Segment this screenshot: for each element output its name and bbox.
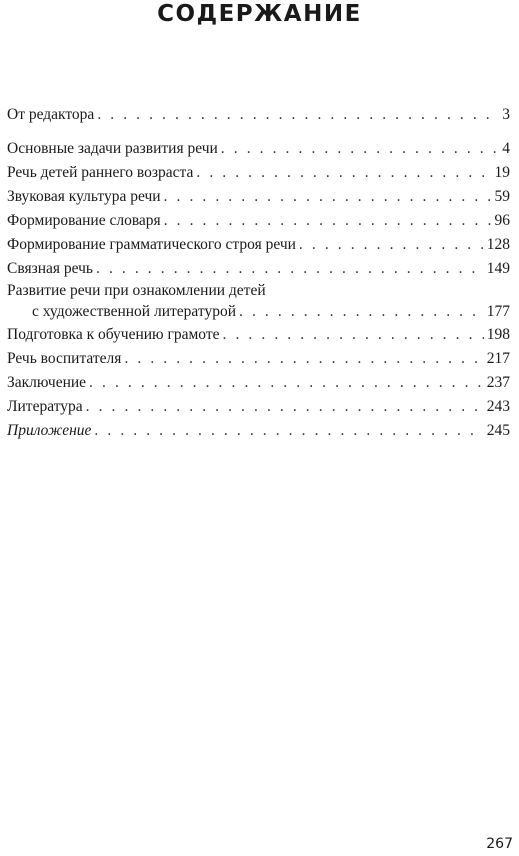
toc-entry-title: Звуковая культура речи	[7, 188, 161, 205]
toc-entry-title: Литература	[7, 398, 83, 415]
toc-entry-title: Основные задачи развития речи	[7, 140, 218, 157]
toc-leader-dots	[299, 233, 484, 257]
toc-leader-dots	[89, 371, 484, 395]
toc-entry-title: Подготовка к обучению грамоте	[7, 326, 220, 343]
toc-leader-dots	[221, 137, 497, 161]
toc-entry-title: Речь воспитателя	[7, 350, 122, 367]
toc-leader-dots	[164, 185, 492, 209]
toc-leader-dots	[124, 347, 483, 371]
toc-entry-editor-note[interactable]	[7, 103, 510, 127]
toc-leader-dots	[196, 161, 491, 185]
toc-entry-page: 3	[502, 106, 510, 123]
toc-entry-title: Приложение	[7, 422, 92, 439]
page-number: 267	[486, 836, 513, 852]
toc-entry-title-line1: Развитие речи при ознакомлении детей	[7, 282, 266, 299]
toc-entry-title: Связная речь	[7, 260, 93, 277]
toc-entry-page: 217	[486, 350, 510, 367]
toc-entry-title: Формирование грамматического строя речи	[7, 236, 296, 253]
page-title: СОДЕРЖАНИЕ	[157, 1, 362, 27]
toc-entry-main-tasks[interactable]	[7, 137, 510, 161]
toc-leader-dots	[164, 209, 492, 233]
toc-leader-dots	[223, 323, 484, 347]
toc-entry-title: Заключение	[7, 374, 87, 391]
toc-entry-title-line2-row	[7, 301, 510, 323]
toc-entry-title: Формирование словаря	[7, 212, 161, 229]
table-of-contents	[7, 103, 510, 443]
toc-entry-page: 4	[502, 140, 510, 157]
toc-entry-literacy-prep[interactable]	[7, 323, 510, 347]
toc-leader-dots	[96, 257, 484, 281]
toc-entry-sound-culture[interactable]	[7, 185, 510, 209]
toc-entry-page: 198	[486, 326, 510, 343]
toc-entry-grammar[interactable]	[7, 233, 510, 257]
toc-leader-dots	[86, 395, 484, 419]
toc-entry-page: 177	[486, 303, 510, 320]
toc-entry-page: 237	[486, 374, 510, 391]
toc-entry-page: 245	[486, 422, 510, 439]
toc-entry-conclusion[interactable]	[7, 371, 510, 395]
toc-entry-appendix[interactable]	[7, 419, 510, 443]
toc-entry-page: 19	[494, 164, 510, 181]
toc-entry-title-line2: с художественной литературой	[32, 303, 237, 320]
toc-entry-early-age-speech[interactable]	[7, 161, 510, 185]
toc-leader-dots	[94, 419, 483, 443]
toc-leader-dots	[239, 301, 484, 323]
toc-entry-page: 59	[494, 188, 510, 205]
toc-leader-dots	[97, 103, 497, 127]
toc-entry-page: 128	[486, 236, 510, 253]
toc-entry-coherent-speech[interactable]	[7, 257, 510, 281]
toc-entry-page: 149	[486, 260, 510, 277]
toc-entry-title: От редактора	[7, 106, 95, 123]
toc-entry-references[interactable]	[7, 395, 510, 419]
toc-entry-page: 96	[494, 212, 510, 229]
toc-entry-title: Речь детей раннего возраста	[7, 164, 194, 181]
toc-entry-literature-intro[interactable]	[7, 281, 510, 323]
toc-entry-page: 243	[486, 398, 510, 415]
toc-entry-vocabulary[interactable]	[7, 209, 510, 233]
toc-entry-teacher-speech[interactable]	[7, 347, 510, 371]
